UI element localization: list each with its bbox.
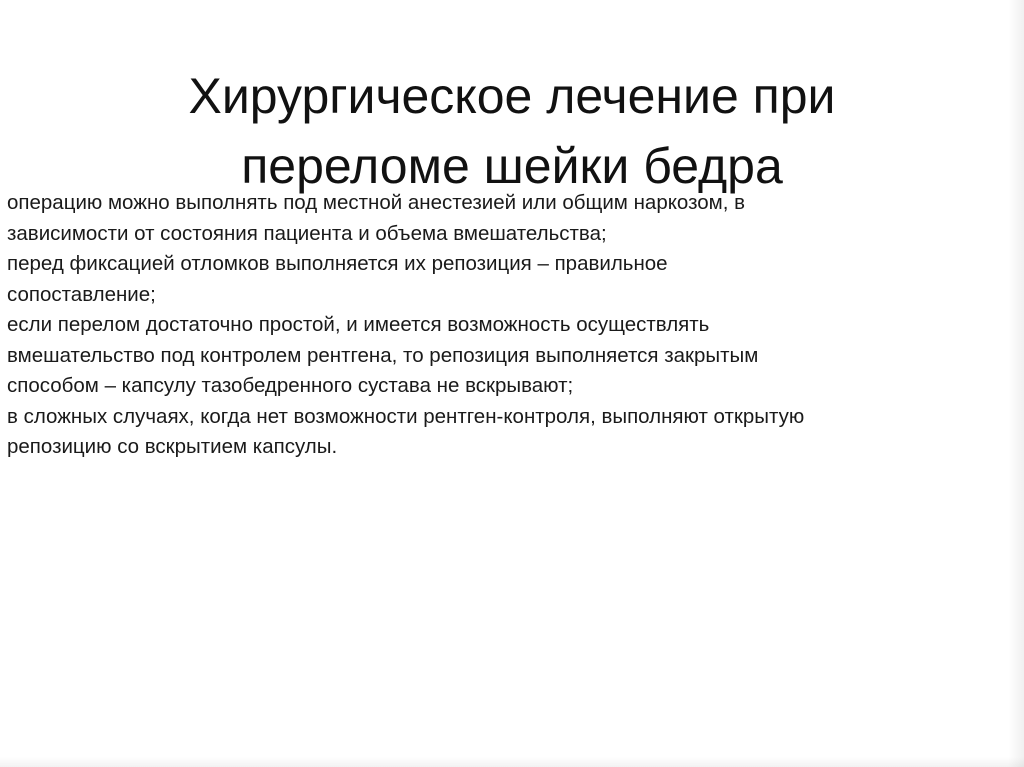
slide-title-line: переломе шейки бедра bbox=[241, 137, 783, 194]
body-text-line: репозицию со вскрытием капсулы. bbox=[7, 435, 338, 458]
body-text-line: вмешательство под контролем рентгена, то репозиция выполняется закрытым bbox=[7, 343, 759, 367]
body-text-line: если перелом достаточно простой, и имеется возможность осуществлять bbox=[7, 313, 710, 336]
slide-body-text bbox=[7, 188, 1017, 463]
slide-edge-shadow bbox=[0, 757, 1024, 767]
body-text-line: зависимости от состояния пациента и объема вмешательства; bbox=[7, 221, 607, 245]
body-text-line: перед фиксацией отломков выполняется их репозиция – правильное bbox=[7, 252, 668, 275]
body-text-line: способом – капсулу тазобедренного сустава не вскрывают; bbox=[7, 374, 574, 397]
slide-title-line: Хирургическое лечение при bbox=[188, 67, 836, 124]
body-text-line: сопоставление; bbox=[7, 282, 156, 306]
slide-edge-shadow bbox=[1008, 0, 1024, 767]
body-text-line: в сложных случаях, когда нет возможности рентген-контроля, выполняют открытую bbox=[7, 404, 805, 428]
body-text-line: операцию можно выполнять под местной анестезией или общим наркозом, в bbox=[7, 191, 746, 214]
slide-title bbox=[0, 61, 1024, 201]
